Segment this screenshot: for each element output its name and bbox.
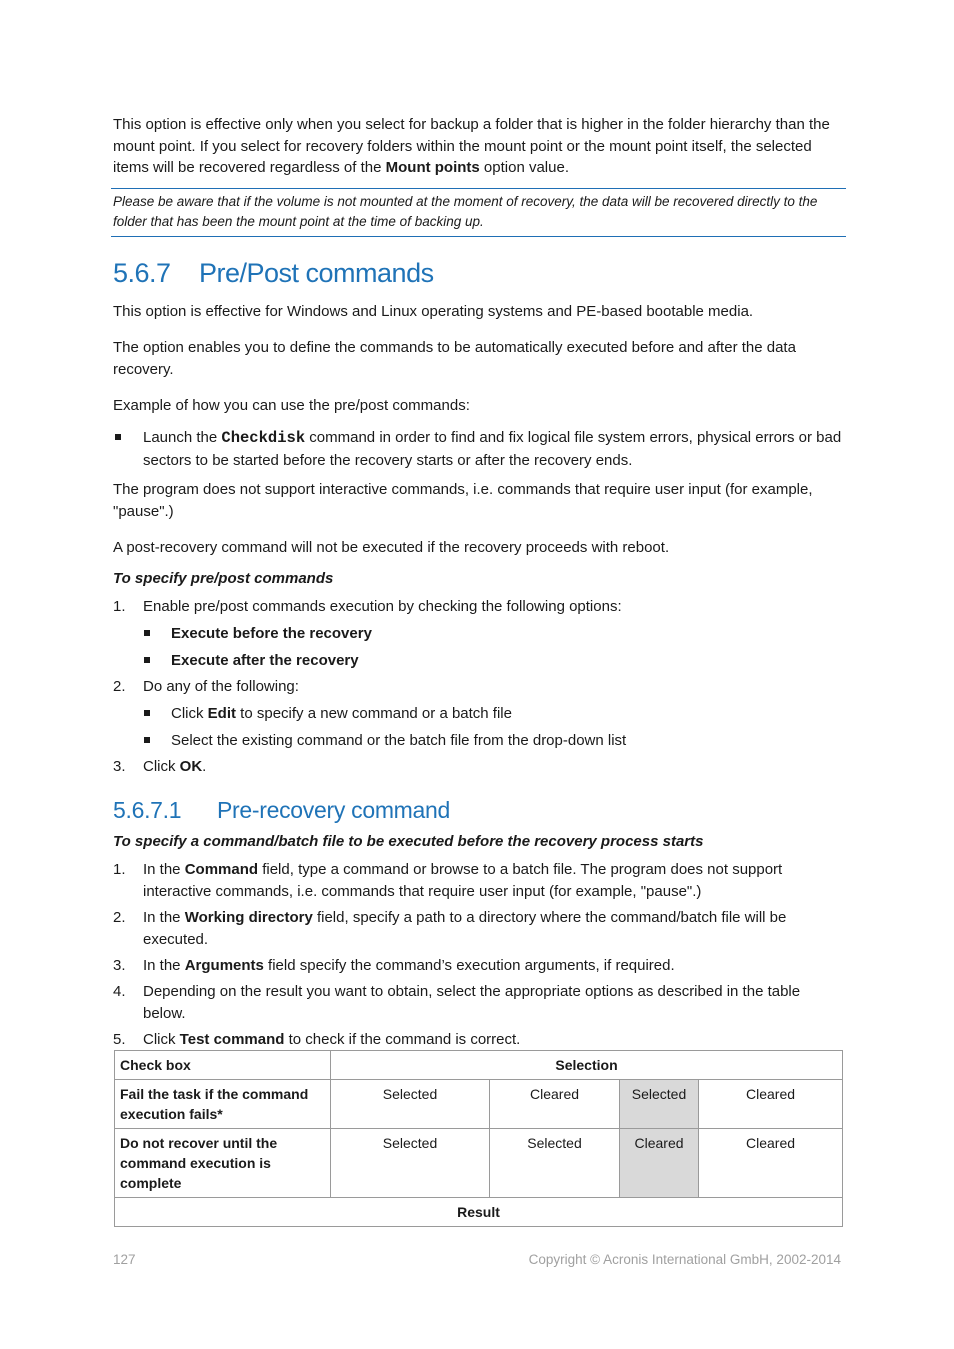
check-box-header: Check box [115,1051,331,1080]
checkdisk-code: Checkdisk [221,429,306,447]
step-number: 3. [113,758,126,775]
sub-step-1 [113,859,843,902]
subsection-title: Pre-recovery command [217,797,451,823]
options-table [114,1050,843,1227]
selection-header: Selection [331,1051,843,1080]
step-text-end: field, specify a path to a directory where the command/batch file will be executed. [143,909,787,948]
step-text: Click [143,758,180,775]
table-cell: Cleared [699,1129,843,1198]
step-2-option-a [113,703,843,725]
bullet-text: Launch the [143,429,222,446]
step-text-end: field specify the command’s execution arguments, if required. [263,957,675,974]
procedure-title: To specify pre/post commands [113,570,334,587]
subsection-procedure-title: To specify a command/batch file to be executed before the recovery process starts [113,833,704,850]
step-text-end: to check if the command is correct. [284,1031,521,1048]
table-cell: Cleared [620,1129,699,1198]
section-paragraph-3: Example of how you can use the pre/post commands: [113,397,470,414]
step-number: 5. [113,1031,126,1048]
sub-step-3 [113,955,843,977]
section-number: 5.6.7 [113,258,171,288]
option-text: Execute before the recovery [171,625,372,642]
table-cell: Selected [490,1129,620,1198]
step-number: 1. [113,598,126,615]
step-text: In the [143,861,185,878]
table-cell: Selected [331,1080,490,1129]
section-paragraph-1: This option is effective for Windows and Linux operating systems and PE-based bootable media. [113,303,754,320]
table-row [115,1080,843,1129]
step-bold: OK [179,758,203,775]
step-bold: Test command [179,1031,285,1048]
step-number: 4. [113,983,126,1000]
section-heading [113,258,434,289]
table-row [115,1129,843,1198]
step-1 [113,596,843,618]
bullet-marker [144,657,150,663]
step-2-option-b [113,730,843,752]
section-paragraph-2: The option enables you to define the commands to be automatically executed before and after the data recovery. [113,339,796,378]
step-number: 2. [113,909,126,926]
intro-bold: Mount points [385,159,480,176]
intro-text-end: option value. [479,159,569,176]
step-number: 2. [113,678,126,695]
bullet-text-end: command in order to find and fix logical file system errors, physical errors or bad sectors to be started before the recovery starts or after the recovery ends. [143,429,842,469]
step-1-option-1 [113,623,843,645]
bullet-marker [144,710,150,716]
step-text: In the [143,909,185,926]
subsection-heading [113,797,450,824]
bullet-marker [144,737,150,743]
table-result-row [115,1198,843,1227]
step-bold: Arguments [184,957,264,974]
intro-paragraph [113,114,843,179]
step-text: Enable pre/post commands execution by checking the following options: [143,598,622,615]
copyright: Copyright © Acronis International GmbH, 2002-2014 [528,1252,841,1267]
step-text: In the [143,957,185,974]
intro-text: This option is effective only when you select for backup a folder that is higher in the folder hierarchy than the mount point. If you select for recovery folders within the mount point or the mount point itself, the selected items will be recovered regardless of the [113,116,830,176]
step-text: Depending on the result you want to obtain, select the appropriate options as described in the table below. [143,983,801,1022]
table-cell: Cleared [699,1080,843,1129]
option-text-end: to specify a new command or a batch file [236,705,512,722]
option-text: Execute after the recovery [171,652,359,669]
result-header: Result [115,1198,843,1227]
step-number: 1. [113,861,126,878]
sub-step-4 [113,981,843,1024]
option-text: Click [171,705,208,722]
step-3 [113,756,843,778]
option-bold: Edit [207,705,237,722]
step-1-option-2 [113,650,843,672]
step-2 [113,676,843,698]
option-text: Select the existing command or the batch file from the drop-down list [171,732,627,749]
bullet-marker [115,434,121,440]
row-label: Fail the task if the command execution fails* [115,1080,331,1129]
table-cell: Cleared [490,1080,620,1129]
section-paragraph-4: The program does not support interactive commands, i.e. commands that require user input (for example, "pause".) [113,481,813,520]
step-text: Do any of the following: [143,678,299,695]
step-number: 3. [113,957,126,974]
step-text: Click [143,1031,180,1048]
section-paragraph-5: A post-recovery command will not be executed if the recovery proceeds with reboot. [113,539,670,556]
page-number: 127 [113,1252,136,1267]
step-bold: Working directory [184,909,313,926]
step-bold: Command [184,861,259,878]
table-header-row [115,1051,843,1080]
subsection-number: 5.6.7.1 [113,797,182,823]
sub-step-2 [113,907,843,950]
row-label: Do not recover until the command execution is complete [115,1129,331,1198]
section-title: Pre/Post commands [199,258,434,288]
step-text-end: . [202,758,207,775]
table-cell: Selected [331,1129,490,1198]
note-box: Please be aware that if the volume is not mounted at the moment of recovery, the data will be recovered directly to the folder that has been the mount point at the time of backing up. [111,188,846,237]
sub-step-5 [113,1029,843,1051]
bullet-marker [144,630,150,636]
table-cell: Selected [620,1080,699,1129]
example-bullet [113,427,843,471]
step-text-end: field, type a command or browse to a batch file. The program does not support interactive commands, i.e. commands that require user input (for example, "pause".) [143,861,783,900]
